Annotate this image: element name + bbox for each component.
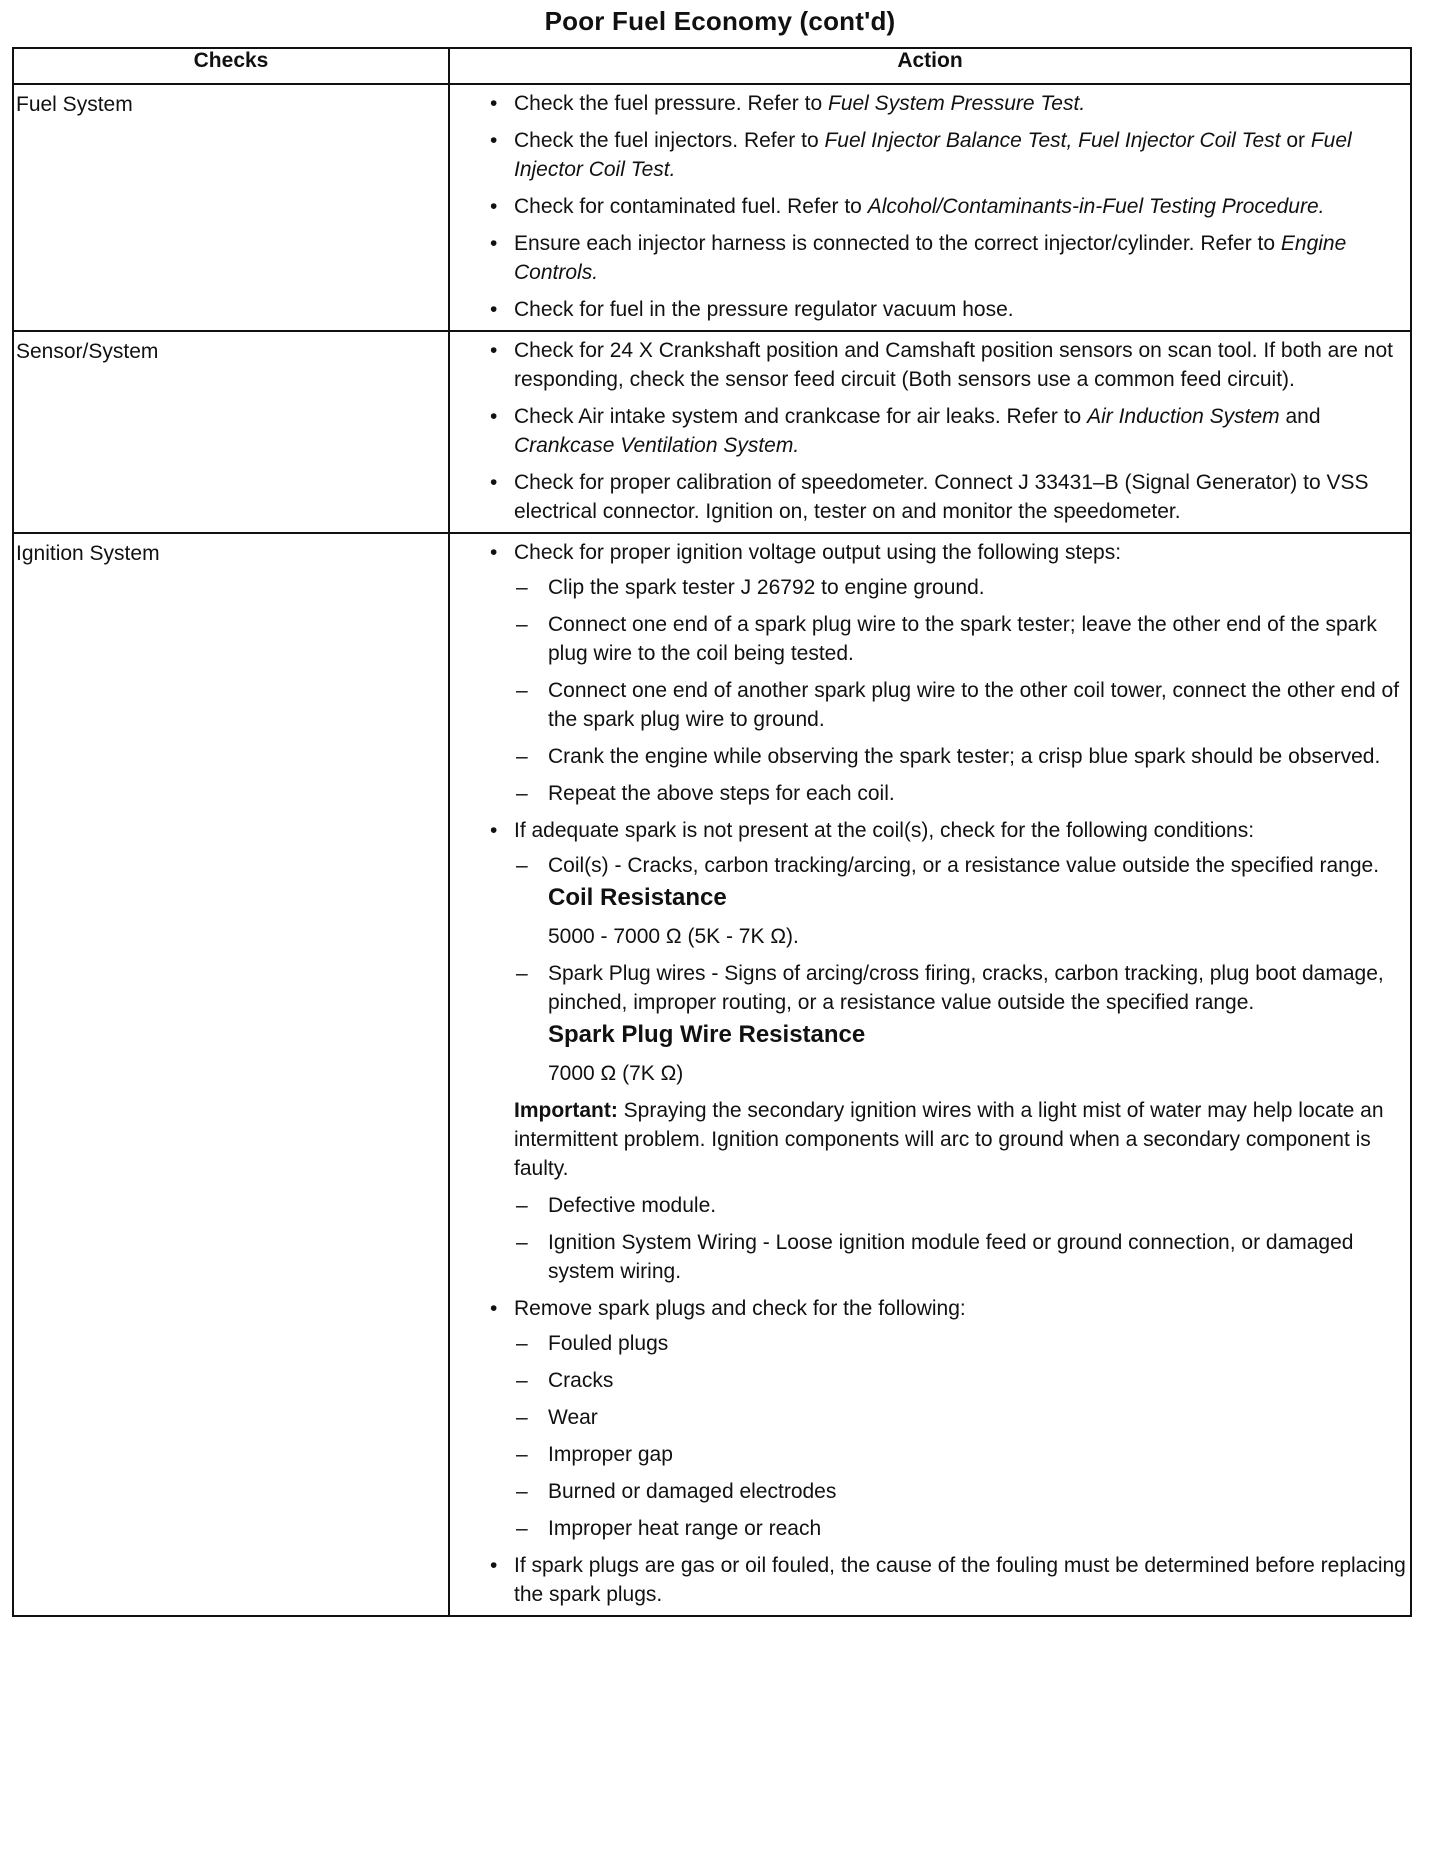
action-bullet: • Check for proper ignition voltage output using the following steps: – Clip the spark tester J 26792 to engine ground. – Connect one end of a spark plug wire to the spark tester; leave the other end of the spark plug wire to the coil being tested. – Connect one end of another spark plug wire to the other coil tower, connect the other end of the spark plug wire to ground. – Crank the engine while observing the spark tester; a crisp blue spark should be observed. – Repeat the above steps for each coil. <box>450 538 1406 808</box>
action-bullet: • Remove spark plugs and check for the following: – Fouled plugs – Cracks – Wear – Improper gap – Burned or damaged electrodes – Improper heat range or reach <box>450 1294 1406 1543</box>
spark-plug-check-list <box>514 1329 1406 1543</box>
important-note: Important: Spraying the secondary ignition wires with a light mist of water may help locate an intermittent problem. Ignition components will arc to ground when a secondary component is faulty. <box>514 1099 1384 1180</box>
table-row-ignition-system <box>13 533 1411 1616</box>
check-label-fuel-system: Fuel System <box>13 84 449 331</box>
action-column-header: Action <box>449 48 1411 84</box>
dash-item: – Crank the engine while observing the spark tester; a crisp blue spark should be observed. <box>516 745 1381 768</box>
dash-item: – Connect one end of a spark plug wire to the spark tester; leave the other end of the spark plug wire to the coil being tested. <box>516 613 1377 665</box>
dash-item: – Improper heat range or reach <box>516 1517 822 1540</box>
wire-resistance-heading: Spark Plug Wire Resistance <box>548 1021 866 1048</box>
table-row-sensor-system <box>13 331 1411 533</box>
ignition-step-list <box>514 573 1406 808</box>
dash-item: – Defective module. <box>516 1194 717 1217</box>
dash-item: – Ignition System Wiring - Loose ignition module feed or ground connection, or damaged system wiring. <box>516 1231 1354 1283</box>
action-bullet: • Check the fuel injectors. Refer to Fuel Injector Balance Test, Fuel Injector Coil Test or Fuel Injector Coil Test. <box>490 129 1352 181</box>
dash-item: – Connect one end of another spark plug wire to the other coil tower, connect the other end of the spark plug wire to ground. <box>516 679 1400 731</box>
action-bullet: • If spark plugs are gas or oil fouled, the cause of the fouling must be determined before replacing the spark plugs. <box>490 1554 1406 1606</box>
dash-item: – Spark Plug wires - Signs of arcing/cross firing, cracks, carbon tracking, plug boot damage, pinched, improper routing, or a resistance value outside the specified range. Spark Plug Wire Resistance 7000 Ω (7K Ω) <box>514 959 1406 1088</box>
table-row-fuel-system <box>13 84 1411 331</box>
action-cell-ignition-system <box>449 533 1411 1616</box>
action-bullet: • Check for 24 X Crankshaft position and Camshaft position sensors on scan tool. If both are not responding, check the sensor feed circuit (Both sensors use a common feed circuit). <box>490 339 1393 391</box>
action-cell-sensor-system <box>449 331 1411 533</box>
diagnostic-table <box>12 47 1412 1617</box>
action-cell-fuel-system <box>449 84 1411 331</box>
action-bullet: • If adequate spark is not present at the coil(s), check for the following conditions: – Coil(s) - Cracks, carbon tracking/arcing, or a resistance value outside the specified range. Coil Resistance 5000 - 7000 Ω (5K - 7K Ω). – Spark Plug wires - Signs of arcing/cross firing, cracks, carbon tracking, plug boot damage, pinched, improper routing, or a resistance value outside the specified range. Spark Plug Wire Resistance 7000 Ω (7K Ω) Important: Spraying the secondary ignition wires with a light mist of water may help locate an intermittent problem. Ignition components will arc to ground when a secondary component is faulty. – Defective module. – Ignition System Wiring - Loose ignition module feed or ground connection, or damaged system wiring. <box>450 816 1406 1286</box>
dash-item: – Cracks <box>516 1369 614 1392</box>
dash-item: – Burned or damaged electrodes <box>516 1480 837 1503</box>
dash-item: – Fouled plugs <box>516 1332 669 1355</box>
action-bullet: • Check for fuel in the pressure regulator vacuum hose. <box>490 298 1014 321</box>
table-header-row <box>13 48 1411 84</box>
action-bullet: • Check for contaminated fuel. Refer to Alcohol/Contaminants-in-Fuel Testing Procedure. <box>490 195 1325 218</box>
action-bullet: • Check the fuel pressure. Refer to Fuel System Pressure Test. <box>490 92 1086 115</box>
coil-resistance-value: 5000 - 7000 Ω (5K - 7K Ω). <box>548 925 799 948</box>
check-label-sensor-system: Sensor/System <box>13 331 449 533</box>
action-bullet: • Check Air intake system and crankcase for air leaks. Refer to Air Induction System and Crankcase Ventilation System. <box>490 405 1321 457</box>
coil-resistance-heading: Coil Resistance <box>548 884 727 911</box>
dash-item: – Improper gap <box>516 1443 673 1466</box>
dash-item: – Wear <box>516 1406 598 1429</box>
action-bullet: • Check for proper calibration of speedometer. Connect J 33431–B (Signal Generator) to VSS electrical connector. Ignition on, tester on and monitor the speedometer. <box>490 471 1369 523</box>
dash-item: – Repeat the above steps for each coil. <box>516 782 895 805</box>
check-label-ignition-system: Ignition System <box>13 533 449 1616</box>
page-title: Poor Fuel Economy (cont'd) <box>544 6 896 36</box>
wire-resistance-value: 7000 Ω (7K Ω) <box>548 1062 684 1085</box>
important-label: Important: <box>514 1099 618 1122</box>
action-bullet: • Ensure each injector harness is connected to the correct injector/cylinder. Refer to Engine Controls. <box>490 232 1347 284</box>
checks-column-header: Checks <box>13 48 449 84</box>
dash-item: – Clip the spark tester J 26792 to engine ground. <box>516 576 985 599</box>
dash-item: – Coil(s) - Cracks, carbon tracking/arcing, or a resistance value outside the specified range. Coil Resistance 5000 - 7000 Ω (5K - 7K Ω). <box>514 851 1406 951</box>
